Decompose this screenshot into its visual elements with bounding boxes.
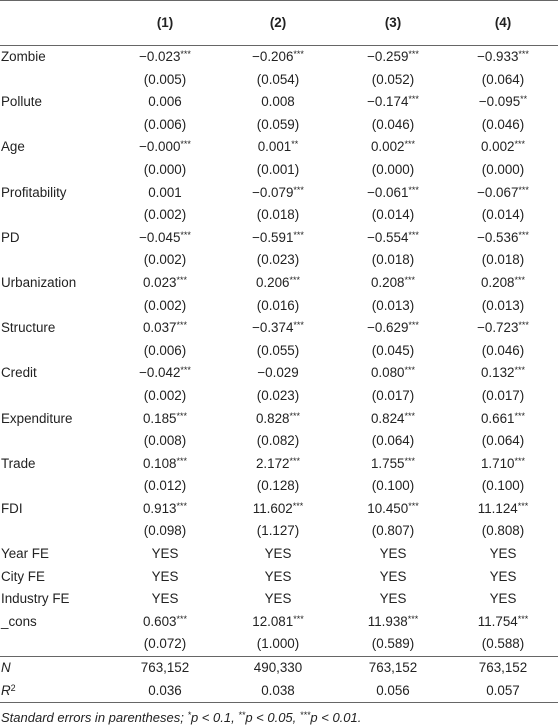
- row-label-empty: [0, 295, 112, 318]
- coef-cell-3: [338, 611, 448, 634]
- significance-stars: ***: [408, 49, 419, 59]
- row-label: Urbanization: [1, 274, 77, 290]
- coef-value: 11.938: [367, 613, 408, 629]
- coef-cell-1: [112, 91, 218, 114]
- coef-cell-2: [218, 227, 338, 250]
- se-cell-3: (0.045): [371, 342, 415, 358]
- significance-stars: ***: [518, 229, 529, 240]
- header-cell-model-1: (1): [156, 15, 174, 30]
- coef-cell-3: [338, 317, 448, 340]
- stat-label: N: [1, 660, 11, 676]
- se-cell-4: (0.018): [481, 252, 525, 268]
- coef-value: 10.450: [367, 500, 409, 516]
- se-row-urbanization: [0, 295, 558, 318]
- coef-cell-4: [448, 182, 558, 205]
- coef-cell-1: [112, 182, 218, 205]
- se-cell-3: (0.017): [371, 387, 415, 403]
- fe-cell-1: YES: [151, 546, 179, 562]
- coef-row-fdi: [0, 498, 558, 521]
- row-label-empty: [0, 633, 112, 656]
- significance-stars: ***: [408, 500, 419, 511]
- coef-row-profitability: [0, 182, 558, 205]
- row-label-empty: [0, 430, 112, 453]
- significance-stars: ***: [293, 229, 304, 240]
- coef-row-structure: [0, 317, 558, 340]
- coef-value: 0.132: [480, 365, 515, 381]
- se-cell-1: (0.002): [143, 252, 187, 268]
- header-cell-model-2: (2): [269, 15, 287, 30]
- coef-cell-4: [448, 272, 558, 295]
- se-row-credit: [0, 385, 558, 408]
- se-cell-4: (0.064): [481, 433, 525, 449]
- se-cell-4: (0.046): [481, 342, 525, 358]
- coef-cell-4: [448, 317, 558, 340]
- footnote-prefix: Standard errors in parentheses;: [1, 710, 188, 726]
- coef-value: 1.710: [480, 455, 515, 471]
- fe-cell-3: YES: [379, 568, 407, 584]
- se-cell-3: (0.052): [371, 71, 415, 87]
- coef-cell-1: [112, 317, 218, 340]
- row-label: City FE: [1, 568, 45, 584]
- significance-stars: ***: [407, 613, 419, 624]
- se-cell-1: (0.012): [143, 478, 187, 494]
- fe-cell-4: YES: [489, 591, 517, 607]
- coef-value: −0.042: [139, 365, 181, 381]
- significance-stars: ***: [289, 455, 301, 466]
- coef-value: 0.828: [255, 410, 290, 426]
- significance-stars: ***: [180, 229, 191, 240]
- row-label: Year FE: [1, 546, 49, 562]
- coef-value: −0.259: [367, 49, 409, 64]
- row-label: Industry FE: [1, 591, 70, 607]
- significance-stars: ***: [292, 500, 304, 511]
- significance-stars: ***: [289, 410, 301, 421]
- se-cell-3: (0.018): [371, 252, 415, 268]
- fe-row-city-fe: [0, 566, 558, 589]
- coef-cell-2: [218, 362, 338, 385]
- table-header: [0, 1, 558, 46]
- se-cell-1: (0.005): [143, 71, 187, 87]
- fe-cell-2: YES: [264, 546, 292, 562]
- coef-cell-3: [338, 182, 448, 205]
- se-cell-1: (0.072): [143, 636, 187, 652]
- coef-value: 0.001: [148, 184, 182, 200]
- significance-stars: ***: [404, 455, 416, 466]
- coef-cell-3: [338, 46, 448, 69]
- se-cell-2: (1.127): [256, 523, 300, 539]
- significance-stars: ***: [293, 320, 304, 331]
- row-label-empty: [0, 159, 112, 182]
- table-body: [0, 46, 558, 703]
- se-cell-1: (0.006): [143, 116, 187, 132]
- coef-value: 0.037: [142, 320, 177, 336]
- coef-row-credit: [0, 362, 558, 385]
- significance-stars: ***: [176, 410, 188, 421]
- se-cell-2: (0.128): [256, 478, 300, 494]
- se-cell-4: (0.808): [481, 523, 525, 539]
- table-footnote: [0, 710, 558, 725]
- se-cell-2: (1.000): [256, 636, 300, 652]
- significance-stars: ***: [408, 320, 419, 331]
- coef-cell-2: [218, 453, 338, 476]
- stat-label: R: [1, 682, 11, 698]
- coef-value: −0.591: [252, 229, 294, 245]
- footnote-text: p < 0.1,: [190, 710, 239, 726]
- se-row-trade: [0, 475, 558, 498]
- se-row-expenditure: [0, 430, 558, 453]
- footnote-text: p < 0.01.: [310, 710, 362, 726]
- significance-stars: ***: [517, 613, 529, 624]
- fe-cell-3: YES: [379, 546, 407, 562]
- se-cell-3: (0.100): [371, 478, 415, 494]
- se-cell-1: (0.002): [143, 207, 187, 223]
- fe-cell-3: YES: [379, 591, 407, 607]
- coef-cell-4: [448, 91, 558, 114]
- se-cell-3: (0.014): [371, 207, 415, 223]
- significance-stars: ***: [176, 500, 188, 511]
- coef-cell-2: [218, 46, 338, 69]
- significance-stars: ***: [180, 49, 191, 59]
- stat-cell-4: 0.057: [448, 680, 558, 703]
- significance-stars: ***: [518, 49, 529, 59]
- significance-stars: ***: [404, 365, 416, 376]
- coef-cell-4: [448, 498, 558, 521]
- se-row-zombie: [0, 69, 558, 92]
- coef-value: 2.172: [255, 455, 290, 471]
- se-cell-3: (0.589): [371, 636, 415, 652]
- coef-cell-3: [338, 498, 448, 521]
- se-cell-4: (0.000): [481, 161, 525, 177]
- coef-cell-4: [448, 46, 558, 69]
- coef-value: −0.723: [477, 320, 519, 336]
- significance-stars: ***: [514, 410, 526, 421]
- row-label: Zombie: [1, 49, 46, 64]
- coef-cell-3: [338, 91, 448, 114]
- se-cell-3: (0.000): [371, 161, 415, 177]
- significance-stars: ***: [514, 455, 526, 466]
- row-label-empty: [0, 475, 112, 498]
- footnote-text: p < 0.05,: [245, 710, 300, 726]
- se-cell-2: (0.016): [256, 297, 300, 313]
- se-cell-2: (0.023): [256, 387, 300, 403]
- coef-value: 12.081: [252, 613, 294, 629]
- stat-cell-1: 0.036: [112, 680, 218, 703]
- significance-stars: ***: [408, 229, 419, 240]
- fe-cell-1: YES: [151, 591, 179, 607]
- se-cell-2: (0.001): [256, 161, 300, 177]
- coef-value: −0.095: [478, 94, 521, 110]
- se-cell-4: (0.046): [481, 116, 525, 132]
- coef-value: −0.629: [367, 320, 409, 336]
- stat-cell-4: 763,152: [448, 657, 558, 680]
- stat-row-n: [0, 657, 558, 680]
- footnote-stars: *: [187, 710, 191, 721]
- row-label: Pollute: [1, 94, 42, 110]
- se-cell-1: (0.000): [143, 161, 187, 177]
- coef-cell-3: [338, 453, 448, 476]
- stat-cell-3: 0.056: [338, 680, 448, 703]
- coef-row-expenditure: [0, 408, 558, 431]
- coef-value: 0.208: [480, 274, 515, 290]
- coef-value: 11.124: [477, 500, 518, 516]
- fe-row-year-fe: [0, 543, 558, 566]
- se-cell-3: (0.064): [371, 433, 415, 449]
- coef-value: −0.554: [367, 229, 409, 245]
- row-label: FDI: [1, 500, 23, 516]
- coef-value: −0.174: [367, 94, 409, 110]
- se-row-structure: [0, 340, 558, 363]
- significance-stars: ***: [176, 320, 188, 331]
- significance-stars: ***: [518, 184, 529, 195]
- fe-cell-4: YES: [489, 546, 517, 562]
- significance-stars: **: [520, 94, 528, 105]
- coef-cell-1: [112, 136, 218, 159]
- se-cell-1: (0.006): [143, 342, 187, 358]
- row-label-empty: [0, 249, 112, 272]
- significance-stars: ***: [517, 500, 529, 511]
- significance-stars: ***: [293, 49, 304, 59]
- stat-label-superscript: 2: [10, 682, 16, 693]
- coef-value: 11.754: [477, 613, 518, 629]
- coef-value: −0.023: [139, 49, 181, 64]
- coef-cell-1: [112, 453, 218, 476]
- coef-cell-2: [218, 182, 338, 205]
- coef-row-urbanization: [0, 272, 558, 295]
- coef-cell-1: [112, 227, 218, 250]
- row-label: Trade: [1, 455, 36, 471]
- coef-cell-2: [218, 317, 338, 340]
- row-label-empty: [0, 114, 112, 137]
- se-row-age: [0, 159, 558, 182]
- row-label: Structure: [1, 320, 56, 336]
- coef-value: −0.079: [252, 184, 294, 200]
- fe-cell-2: YES: [264, 591, 292, 607]
- coef-row-age: [0, 136, 558, 159]
- coef-value: −0.536: [477, 229, 519, 245]
- coef-cell-3: [338, 362, 448, 385]
- coef-value: 0.185: [142, 410, 177, 426]
- se-cell-1: (0.098): [143, 523, 187, 539]
- coef-value: 0.023: [142, 274, 177, 290]
- se-cell-2: (0.018): [256, 207, 300, 223]
- row-label: [0, 657, 112, 680]
- se-cell-4: (0.064): [481, 71, 525, 87]
- coef-cell-1: [112, 611, 218, 634]
- se-cell-4: (0.013): [481, 297, 525, 313]
- significance-stars: ***: [404, 139, 416, 150]
- se-cell-2: (0.023): [256, 252, 300, 268]
- significance-stars: ***: [514, 139, 526, 150]
- row-label: Expenditure: [1, 410, 73, 426]
- coef-row-pd: [0, 227, 558, 250]
- se-cell-2: (0.055): [256, 342, 300, 358]
- coef-value: 0.006: [148, 94, 182, 110]
- coef-cell-4: [448, 408, 558, 431]
- se-cell-4: (0.017): [481, 387, 525, 403]
- se-row-pollute: [0, 114, 558, 137]
- se-row-pd: [0, 249, 558, 272]
- row-label-empty: [0, 69, 112, 92]
- coef-value: 0.913: [142, 500, 177, 516]
- row-label-empty: [0, 204, 112, 227]
- se-cell-1: (0.002): [143, 297, 187, 313]
- coef-row-pollute: [0, 91, 558, 114]
- row-label: [0, 680, 112, 703]
- significance-stars: ***: [293, 184, 304, 195]
- coef-cell-4: [448, 611, 558, 634]
- row-label: Credit: [1, 365, 37, 381]
- coef-cell-4: [448, 136, 558, 159]
- se-row-fdi: [0, 520, 558, 543]
- coef-cell-2: [218, 91, 338, 114]
- coef-value: −0.000: [139, 139, 181, 155]
- coef-value: 0.001: [257, 139, 292, 155]
- header-cell-model-3: (3): [384, 15, 402, 30]
- se-cell-1: (0.008): [143, 433, 187, 449]
- coef-cell-3: [338, 227, 448, 250]
- coef-value: −0.029: [257, 365, 299, 381]
- se-cell-3: (0.807): [371, 523, 415, 539]
- coef-value: −0.374: [252, 320, 294, 336]
- significance-stars: ***: [518, 320, 529, 331]
- significance-stars: ***: [180, 365, 191, 376]
- row-label: Age: [1, 139, 25, 155]
- coef-row-trade: [0, 453, 558, 476]
- se-row-profitability: [0, 204, 558, 227]
- row-label-empty: [0, 385, 112, 408]
- coef-cell-4: [448, 362, 558, 385]
- coef-value: 1.755: [370, 455, 405, 471]
- coef-cell-2: [218, 136, 338, 159]
- se-cell-2: (0.082): [256, 433, 300, 449]
- coef-cell-2: [218, 272, 338, 295]
- coef-row-zombie: [0, 46, 558, 69]
- coef-cell-1: [112, 408, 218, 431]
- stat-row-r2: [0, 680, 558, 703]
- significance-stars: ***: [176, 613, 188, 624]
- coef-value: 0.603: [142, 613, 177, 629]
- coef-cell-2: [218, 498, 338, 521]
- coef-value: −0.061: [367, 184, 409, 200]
- footnote-stars: ***: [299, 710, 311, 721]
- significance-stars: **: [291, 139, 299, 150]
- significance-stars: ***: [176, 274, 188, 285]
- coef-cell-4: [448, 453, 558, 476]
- coef-cell-3: [338, 408, 448, 431]
- se-cell-1: (0.002): [143, 387, 187, 403]
- coef-row-cons: [0, 611, 558, 634]
- se-cell-3: (0.046): [371, 116, 415, 132]
- significance-stars: ***: [404, 410, 416, 421]
- coef-cell-2: [218, 611, 338, 634]
- stat-cell-2: 0.038: [218, 680, 338, 703]
- significance-stars: ***: [180, 139, 191, 150]
- coef-value: 0.002: [480, 139, 515, 155]
- se-cell-4: (0.014): [481, 207, 525, 223]
- coef-value: 0.002: [370, 139, 405, 155]
- se-row-cons: [0, 633, 558, 656]
- coef-value: 0.824: [370, 410, 405, 426]
- significance-stars: ***: [514, 365, 526, 376]
- se-cell-4: (0.588): [481, 636, 525, 652]
- stat-cell-3: 763,152: [338, 657, 448, 680]
- stat-cell-2: 490,330: [218, 657, 338, 680]
- row-label: _cons: [1, 613, 37, 629]
- header-cell-label: [0, 1, 112, 46]
- significance-stars: ***: [293, 613, 304, 624]
- coef-value: 0.108: [142, 455, 177, 471]
- coef-value: −0.067: [477, 184, 519, 200]
- row-label-empty: [0, 340, 112, 363]
- coef-cell-3: [338, 272, 448, 295]
- se-cell-3: (0.013): [371, 297, 415, 313]
- se-cell-2: (0.059): [256, 116, 300, 132]
- header-cell-model-4: (4): [494, 15, 512, 30]
- significance-stars: ***: [408, 184, 419, 195]
- row-label: PD: [1, 229, 20, 245]
- fe-cell-1: YES: [151, 568, 179, 584]
- coef-value: 0.661: [480, 410, 515, 426]
- se-cell-2: (0.054): [256, 71, 300, 87]
- significance-stars: ***: [514, 274, 526, 285]
- coef-value: 11.602: [252, 500, 293, 516]
- significance-stars: ***: [176, 455, 188, 466]
- significance-stars: ***: [404, 274, 416, 285]
- coef-value: −0.045: [139, 229, 181, 245]
- coef-value: −0.206: [252, 49, 294, 64]
- coef-value: 0.080: [370, 365, 405, 381]
- significance-stars: ***: [408, 94, 419, 105]
- coef-cell-1: [112, 46, 218, 69]
- row-label: Profitability: [1, 184, 67, 200]
- fe-row-industry-fe: [0, 588, 558, 611]
- coef-value: 0.206: [255, 274, 290, 290]
- significance-stars: ***: [289, 274, 301, 285]
- header-row: [0, 1, 558, 46]
- coef-value: −0.933: [477, 49, 519, 64]
- coef-cell-1: [112, 498, 218, 521]
- se-cell-4: (0.100): [481, 478, 525, 494]
- coef-cell-1: [112, 362, 218, 385]
- coef-cell-1: [112, 272, 218, 295]
- coef-value: 0.208: [370, 274, 405, 290]
- coef-cell-4: [448, 227, 558, 250]
- stat-cell-1: 763,152: [112, 657, 218, 680]
- coef-cell-3: [338, 136, 448, 159]
- fe-cell-2: YES: [264, 568, 292, 584]
- coef-cell-2: [218, 408, 338, 431]
- coef-value: 0.008: [261, 94, 295, 110]
- footnote-stars: **: [238, 710, 246, 721]
- fe-cell-4: YES: [489, 568, 517, 584]
- row-label-empty: [0, 520, 112, 543]
